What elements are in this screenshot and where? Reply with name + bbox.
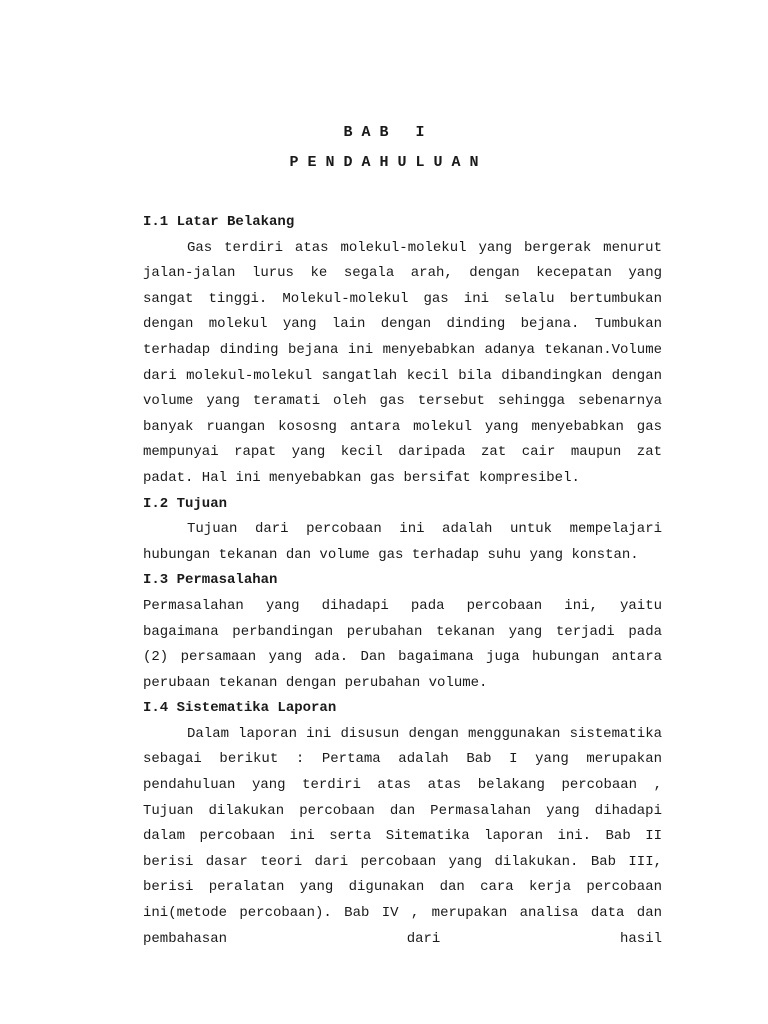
paragraph-sistematika: Dalam laporan ini disusun dengan menggunakan sistematika sebagai berikut : Pertama adalah Bab I yang merupakan pendahuluan yang terdiri atas atas belakang percobaan , Tujuan dilakukan percobaan dan Permasalahan yang dihadapi dalam percobaan ini serta Sitematika laporan ini. Bab II berisi dasar teori dari percobaan yang dilakukan. Bab III, berisi peralatan yang digunakan dan cara kerja percobaan ini(metode percobaan). Bab IV , merupakan analisa data dan pembahasan dari hasil — [143, 725, 662, 947]
document-body — [143, 210, 662, 952]
section-heading-latar-belakang: I.1 Latar Belakang — [143, 214, 295, 230]
section-heading-sistematika: I.4 Sistematika Laporan — [143, 700, 337, 717]
chapter-title: P E N D A H U L U A N — [289, 154, 479, 171]
chapter-number: B A B I — [343, 124, 425, 141]
section-heading-permasalahan: I.3 Permasalahan — [143, 572, 278, 589]
paragraph-latar-belakang: Gas terdiri atas molekul-molekul yang bergerak menurut jalan-jalan lurus ke segala arah, dengan kecepatan yang sangat tinggi. Molekul-molekul gas ini selalu bertumbukan dengan molekul yang lain dengan dinding bejana. Tumbukan terhadap dinding bejana ini menyebabkan adanya tekanan.Volume dari molekul-molekul sangatlah kecil bila dibandingkan dengan volume yang teramati oleh gas tersebut sehingga sebenarnya banyak ruangan kososng antara molekul yang menyebabkan gas mempunyai rapat yang kecil daripada zat cair maupun zat padat. Hal ini menyebabkan gas bersifat kompresibel. — [143, 239, 662, 486]
section-heading-tujuan: I.2 Tujuan — [143, 495, 228, 512]
paragraph-permasalahan: Permasalahan yang dihadapi pada percobaan ini, yaitu bagaimana perbandingan perubahan tekanan yang terjadi pada (2) persamaan yang ada. Dan bagaimana juga hubungan antara perubaan tekanan dengan perubahan volume. — [143, 597, 662, 691]
paragraph-tujuan: Tujuan dari percobaan ini adalah untuk mempelajari hubungan tekanan dan volume gas terhadap suhu yang konstan. — [143, 521, 662, 563]
